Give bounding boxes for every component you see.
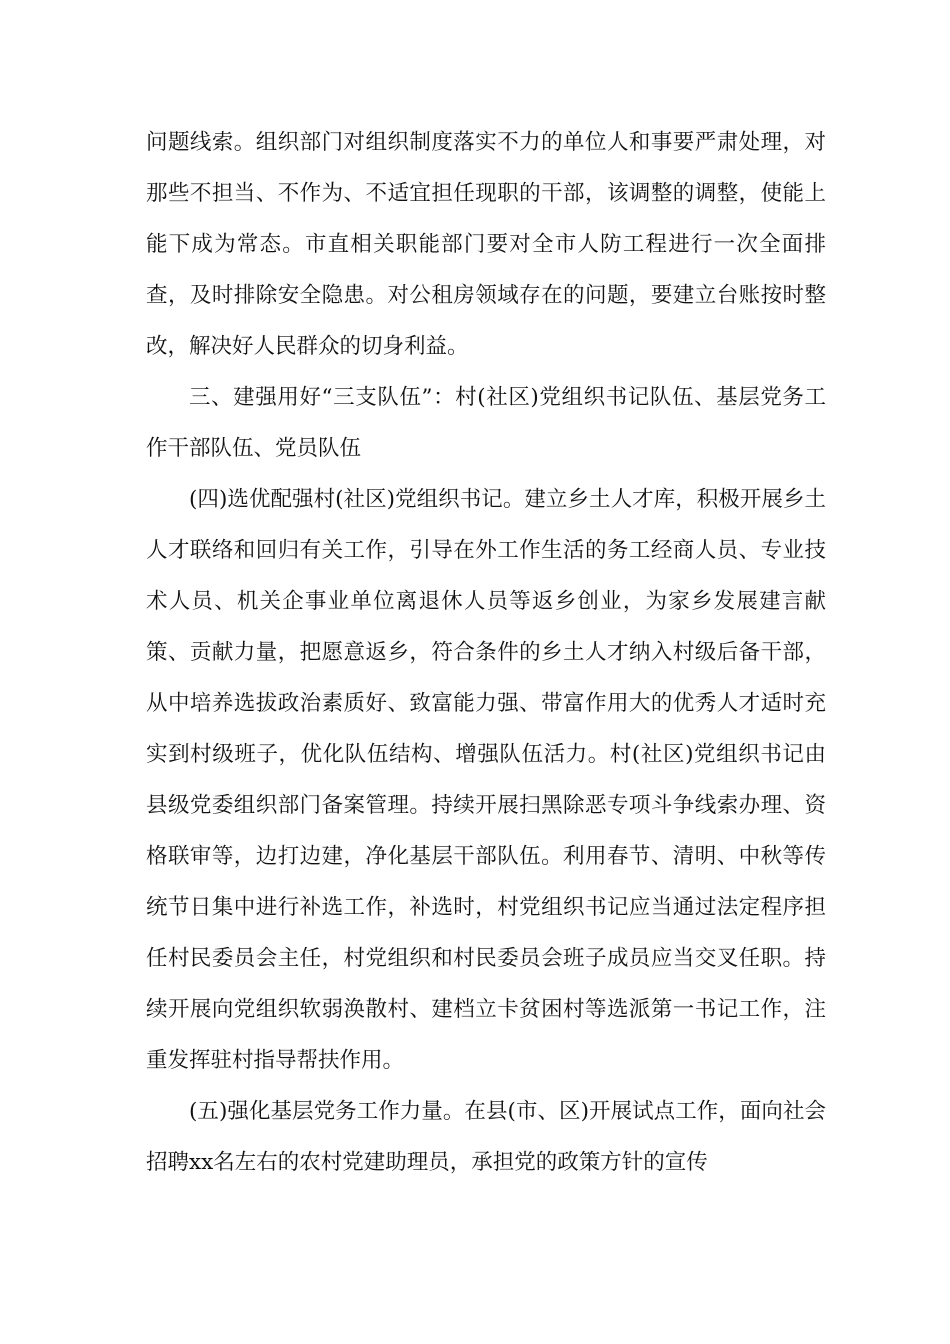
paragraph-1: 问题线索。组织部门对组织制度落实不力的单位人和事要严肃处理，对那些不担当、不作为、不适宜担任现职的干部，该调整的调整，使能上能下成为常态。市直相关职能部门要对全市人防工程进行一次全面排查，及时排除安全隐患。对公租房领域存在的问题，要建立台账按时整改，解决好人民群众的切身利益。 (146, 130, 826, 359)
section-heading-three: 三、建强用好“三支队伍”：村(社区)党组织书记队伍、基层党务工作干部队伍、党员队伍 (146, 385, 826, 461)
paragraph-item-four: (四)选优配强村(社区)党组织书记。建立乡土人才库，积极开展乡土人才联络和回归有关工作，引导在外工作生活的务工经商人员、专业技术人员、机关企事业单位离退休人员等返乡创业，为家乡发展建言献策、贡献力量，把愿意返乡，符合条件的乡土人才纳入村级后备干部，从中培养选拔政治素质好、致富能力强、带富作用大的优秀人才适时充实到村级班子，优化队伍结构、增强队伍活力。村(社区)党组织书记由县级党委组织部门备案管理。持续开展扫黑除恶专项斗争线索办理、资格联审等，边打边建，净化基层干部队伍。利用春节、清明、中秋等传统节日集中进行补选工作，补选时，村党组织书记应当通过法定程序担任村民委员会主任，村党组织和村民委员会班子成员应当交叉任职。持续开展向党组织软弱涣散村、建档立卡贫困村等选派第一书记工作，注重发挥驻村指导帮扶作用。 (146, 487, 826, 1073)
paragraph-item-five: (五)强化基层党务工作力量。在县(市、区)开展试点工作，面向社会招聘xx名左右的农村党建助理员，承担党的政策方针的宣传 (146, 1099, 826, 1175)
document-body (146, 117, 826, 1188)
